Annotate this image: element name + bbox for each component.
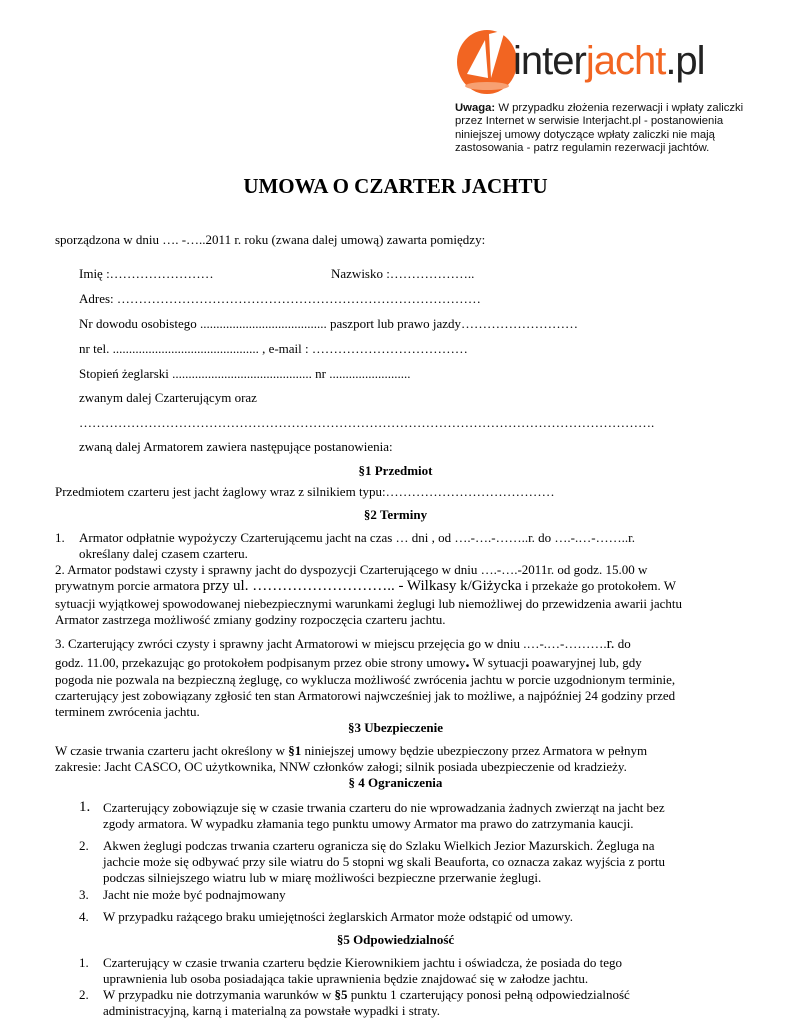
section-3-heading: §3 Ubezpieczenie: [348, 720, 443, 735]
section-5-heading: §5 Odpowiedzialność: [336, 932, 455, 947]
s5-item-1-line: uprawnienia lub osoba posiadająca takie uprawnienia będzie znajdować się w załodze jachtu.: [103, 971, 589, 986]
interjacht-logo: [455, 20, 755, 105]
s2-item-number: 1.: [55, 530, 65, 545]
field-id-number: Nr dowodu osobistego ....................................... paszport lub prawo jazdy………………………: [79, 316, 579, 331]
logo-wordmark: interjacht.pl: [513, 39, 705, 83]
charterer-label: zwanym dalej Czarterującym oraz: [79, 390, 257, 405]
notice-line: przez Internet w serwisie Interjacht.pl - postanowienia: [455, 115, 724, 128]
s5-item-2-line: W przypadku nie dotrzymania warunków w §5 punktu 1 czarterujący ponosi pełną odpowiedzialność: [103, 987, 630, 1002]
section-3-line: zakresie: Jacht CASCO, OC użytkownika, NNW członków załogi; silnik posiada ubezpieczenie od kradzieży.: [55, 759, 627, 774]
s2-item-1-line: Armator odpłatnie wypożyczy Czarterującemu jacht na czas … dni , od ….-….-……..r. do ….-.…-……..r.: [79, 530, 635, 545]
s4-item-1-line: Czarterujący zobowiązuje się w czasie trwania czarteru do nie wprowadzania żadnych zwierząt na jacht bez: [103, 800, 665, 815]
s4-item-2-line: podczas silniejszego wiatru lub w miarę możliwości bezpieczne przerwanie żeglugi.: [103, 870, 542, 885]
sail-logo-icon: [455, 20, 519, 100]
owner-label: zwaną dalej Armatorem zawiera następujące postanowienia:: [79, 439, 393, 454]
s4-item-3-line: Jacht nie może być podnajmowany: [103, 887, 286, 902]
field-address: Adres: …………………………………………………………………………: [79, 291, 481, 306]
s2-item-2-line: sytuacji wyjątkowej spowodowanej niebezpiecznymi warunkami żeglugi lub niemożliwej do przewidzenia awarii jachtu: [55, 596, 683, 611]
notice-line: zastosowania - patrz regulamin rezerwacji jachtów.: [455, 141, 710, 154]
s2-item-3-line: pogoda nie pozwala na bezpieczną żeglugę, co wyklucza możliwość zwrócenia jachtu w porcie uzgodnionym terminie,: [55, 672, 676, 687]
s4-item-1-line: zgody armatora. W wypadku złamania tego punktu umowy Armator ma prawo do zatrzymania kaucji.: [103, 816, 634, 831]
s5-item-1-line: Czarterujący w czasie trwania czarteru będzie Kierownikiem jachtu i oświadcza, że posiada do tego: [103, 955, 623, 970]
s4-item-number: 2.: [79, 838, 89, 853]
field-last-name: Nazwisko :………………..: [331, 266, 475, 281]
page-title: UMOWA O CZARTER JACHTU: [243, 174, 548, 198]
notice-line: W przypadku złożenia rezerwacji i wpłaty zaliczki: [495, 102, 744, 114]
field-phone-email: nr tel. ............................................. , e-mail : ………………………………: [79, 341, 468, 356]
s2-item-2-line: Armator zastrzega możliwość zmiany godziny rozpoczęcia czarteru jachtu.: [55, 612, 446, 627]
s4-item-2-line: jachcie może się odbywać przy sile wiatru do 5 stopni wg skali Beauforta, co oznacza zakaz wyjścia z portu: [103, 854, 666, 869]
s2-item-3-line: czarterujący jest zobowiązany zgłosić ten stan Armatorowi najwcześniej jak to możliwe, a najpóźniej 24 godziny przed: [55, 688, 676, 703]
intro-text: sporządzona w dniu …. -…..2011 r. roku (zwana dalej umową) zawarta pomiędzy:: [55, 232, 486, 247]
s4-item-4-line: W przypadku rażącego braku umiejętności żeglarskich Armator może odstąpić od umowy.: [103, 909, 574, 924]
s4-item-number: 3.: [79, 887, 89, 902]
s2-item-2-line: prywatnym porcie armatora przy ul. ……………………….. - Wilkasy k/Giżycka i przekaże go protokołem. W: [55, 578, 676, 594]
section-2-heading: §2 Terminy: [363, 507, 428, 522]
s4-item-2-line: Akwen żeglugi podczas trwania czarteru ogranicza się do Szlaku Wielkich Jezior Mazurskich. Żegluga na: [103, 838, 655, 853]
notice-label: Uwaga:: [455, 102, 496, 114]
section-3-line: W czasie trwania czarteru jacht określony w §1 niniejszej umowy będzie ubezpieczony przez Armatora w pełnym: [55, 743, 648, 758]
s2-item-3-line: terminem zwrócenia jachtu.: [55, 704, 200, 719]
s2-item-2-line: 2. Armator podstawi czysty i sprawny jacht do dyspozycji Czarterującego w dniu ….-….-2011r. od godz. 15.00 w: [55, 562, 648, 577]
s2-item-3-line: 3. Czarterujący zwróci czysty i sprawny jacht Armatorowi w miejscu przejęcia go w dniu .…-.…-……….r. do: [55, 636, 631, 652]
section-1-heading: §1 Przedmiot: [358, 463, 433, 478]
s2-item-1-line: określany dalej czasem czarteru.: [79, 546, 248, 561]
field-sailing-license: Stopień żeglarski ........................................... nr .........................: [79, 366, 411, 381]
s5-item-number: 1.: [79, 955, 89, 970]
notice-line: niniejszej umowy dotyczące wpłaty zaliczki nie mają: [455, 128, 715, 141]
s5-item-2-line: administracyjną, karną i materialną za powstałe wypadki i straty.: [103, 1003, 441, 1018]
owner-field: …………………………………………………………………………………………………………………….: [79, 415, 655, 430]
section-4-heading: § 4 Ograniczenia: [348, 775, 443, 790]
s5-item-number: 2.: [79, 987, 89, 1002]
field-first-name: Imię :……………………: [79, 266, 214, 281]
s4-item-number: 1.: [79, 799, 91, 815]
booking-notice: [455, 102, 765, 155]
s2-item-3-line: godz. 11.00, przekazując go protokołem podpisanym przez obie strony umowy. W sytuacji poawaryjnej lub, gdy: [55, 652, 642, 671]
section-1-text: Przedmiotem czarteru jest jacht żaglowy wraz z silnikiem typu:…………………………………: [55, 484, 555, 499]
s4-item-number: 4.: [79, 909, 89, 924]
